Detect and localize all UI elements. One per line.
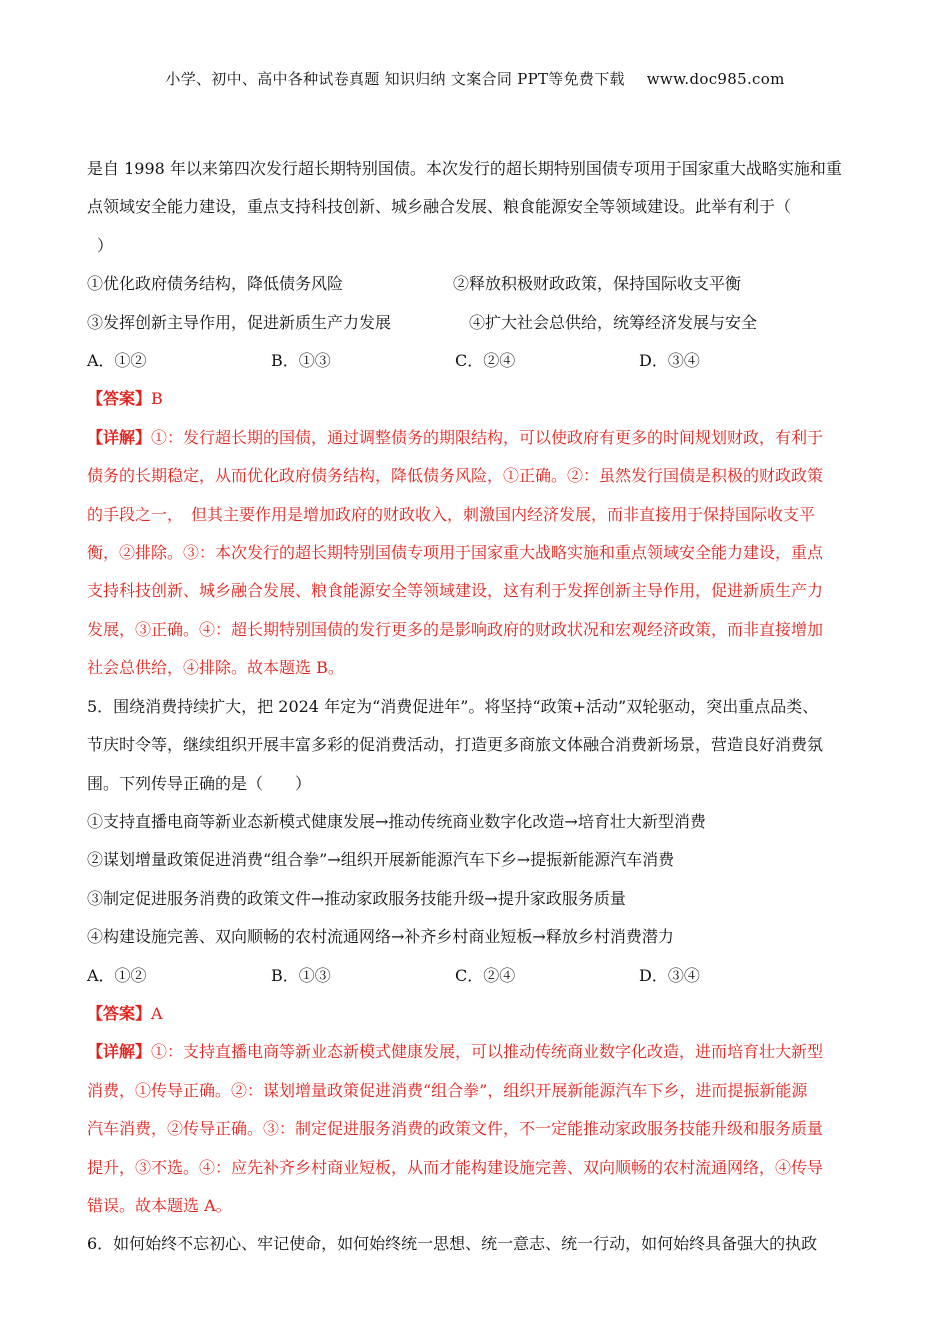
statement: ③制定促进服务消费的政策文件→推动家政服务技能升级→提升家政服务质量 <box>87 888 626 908</box>
detail-line: 发展，③正确。④：超长期特别国债的发行更多的是影响政府的财政状况和宏观经济政策，而非直接增加 <box>87 619 824 639</box>
question-stem-line: 6．如何始终不忘初心、牢记使命，如何始终统一思想、统一意志、统一行动，如何始终具备强大的执政 <box>87 1234 818 1254</box>
detail-line: 债务的长期稳定，从而优化政府债务结构，降低债务风险，①正确。②：虽然发行国债是积极的财政政策 <box>87 466 824 486</box>
choice-d: D．③④ <box>639 965 700 985</box>
question-stem-line: 节庆时令等，继续组织开展丰富多彩的促消费活动，打造更多商旅文体融合消费新场景，营造良好消费氛 <box>87 735 824 755</box>
answer-value: B <box>151 389 163 409</box>
choice-c: C．②④ <box>455 351 516 371</box>
statement-row <box>87 304 859 342</box>
answer-label: 【答案】 <box>87 1003 152 1023</box>
page-header <box>0 68 950 89</box>
choices-row <box>87 342 859 380</box>
detail-block <box>87 419 859 688</box>
choice-d: D．③④ <box>639 351 700 371</box>
answer-line <box>87 995 859 1033</box>
choices-row <box>87 957 859 995</box>
detail-label: 【详解】 <box>87 1042 152 1062</box>
answer-value: A <box>151 1003 163 1023</box>
detail-line: 的手段之一， 但其主要作用是增加政府的财政收入，刺激国内经济发展，而非直接用于保持国际收支平 <box>87 504 816 524</box>
document-body <box>87 150 859 1264</box>
question-5 <box>87 688 859 1226</box>
question-stem-line: 点领域安全能力建设，重点支持科技创新、城乡融合发展、粮食能源安全等领域建设。此举有利于（ <box>87 197 792 217</box>
detail-label: 【详解】 <box>87 427 152 447</box>
choice-a: A．①② <box>87 965 147 985</box>
header-text: 小学、初中、高中各种试卷真题 知识归纳 文案合同 PPT等免费下载 <box>165 70 625 88</box>
header-site: www.doc985.com <box>646 70 785 88</box>
detail-line: 社会总供给，④排除。故本题选 B。 <box>87 658 344 678</box>
answer-line <box>87 380 859 418</box>
detail-line: 汽车消费，②传导正确。③：制定促进服务消费的政策文件，不一定能推动家政服务技能升级和服务质量 <box>87 1119 824 1139</box>
detail-line: 提升，③不选。④：应先补齐乡村商业短板，从而才能构建设施完善、双向顺畅的农村流通网络，④传导 <box>87 1157 824 1177</box>
question-6 <box>87 1225 859 1263</box>
question-stem-line: 5．围绕消费持续扩大，把 2024 年定为“消费促进年”。将坚持“政策+活动”双轮驱动，突出重点品类、 <box>87 696 819 716</box>
detail-line: 错误。故本题选 A。 <box>87 1195 232 1215</box>
choice-a: A．①② <box>87 351 147 371</box>
statement: ①优化政府债务结构，降低债务风险 <box>87 274 344 294</box>
statement: ③发挥创新主导作用，促进新质生产力发展 <box>87 312 392 332</box>
statement: ②谋划增量政策促进消费“组合拳”→组织开展新能源汽车下乡→提振新能源汽车消费 <box>87 850 675 870</box>
statement: ②释放积极财政政策，保持国际收支平衡 <box>453 274 742 294</box>
choice-c: C．②④ <box>455 965 516 985</box>
question-paren: ） <box>97 235 114 255</box>
question-stem-line: 围。下列传导正确的是（ ） <box>87 773 312 793</box>
question-stem-line: 是自 1998 年以来第四次发行超长期特别国债。本次发行的超长期特别国债专项用于国家重大战略实施和重 <box>87 159 842 178</box>
detail-line: 支持科技创新、城乡融合发展、粮食能源安全等领域建设，这有利于发挥创新主导作用，促进新质生产力 <box>87 581 824 601</box>
statement: ④扩大社会总供给，统筹经济发展与安全 <box>469 312 758 332</box>
statement: ④构建设施完善、双向顺畅的农村流通网络→补齐乡村商业短板→释放乡村消费潜力 <box>87 927 674 947</box>
statement-row <box>87 265 859 303</box>
detail-line: 【详解】①：发行超长期的国债，通过调整债务的期限结构，可以使政府有更多的时间规划财政，有利于 <box>87 427 824 447</box>
choice-b: B．①③ <box>271 965 331 985</box>
detail-line: 消费，①传导正确。②：谋划增量政策促进消费“组合拳”，组织开展新能源汽车下乡，进而提振新能源 <box>87 1080 808 1100</box>
detail-block <box>87 1033 859 1225</box>
detail-line: 衡，②排除。③：本次发行的超长期特别国债专项用于国家重大战略实施和重点领域安全能力建设，重点 <box>87 543 824 563</box>
answer-label: 【答案】 <box>87 389 152 409</box>
statement: ①支持直播电商等新业态新模式健康发展→推动传统商业数字化改造→培育壮大新型消费 <box>87 811 706 831</box>
choice-b: B．①③ <box>271 351 331 371</box>
detail-line: 【详解】①：支持直播电商等新业态新模式健康发展，可以推动传统商业数字化改造，进而培育壮大新型 <box>87 1042 824 1062</box>
question-4 <box>87 150 859 688</box>
